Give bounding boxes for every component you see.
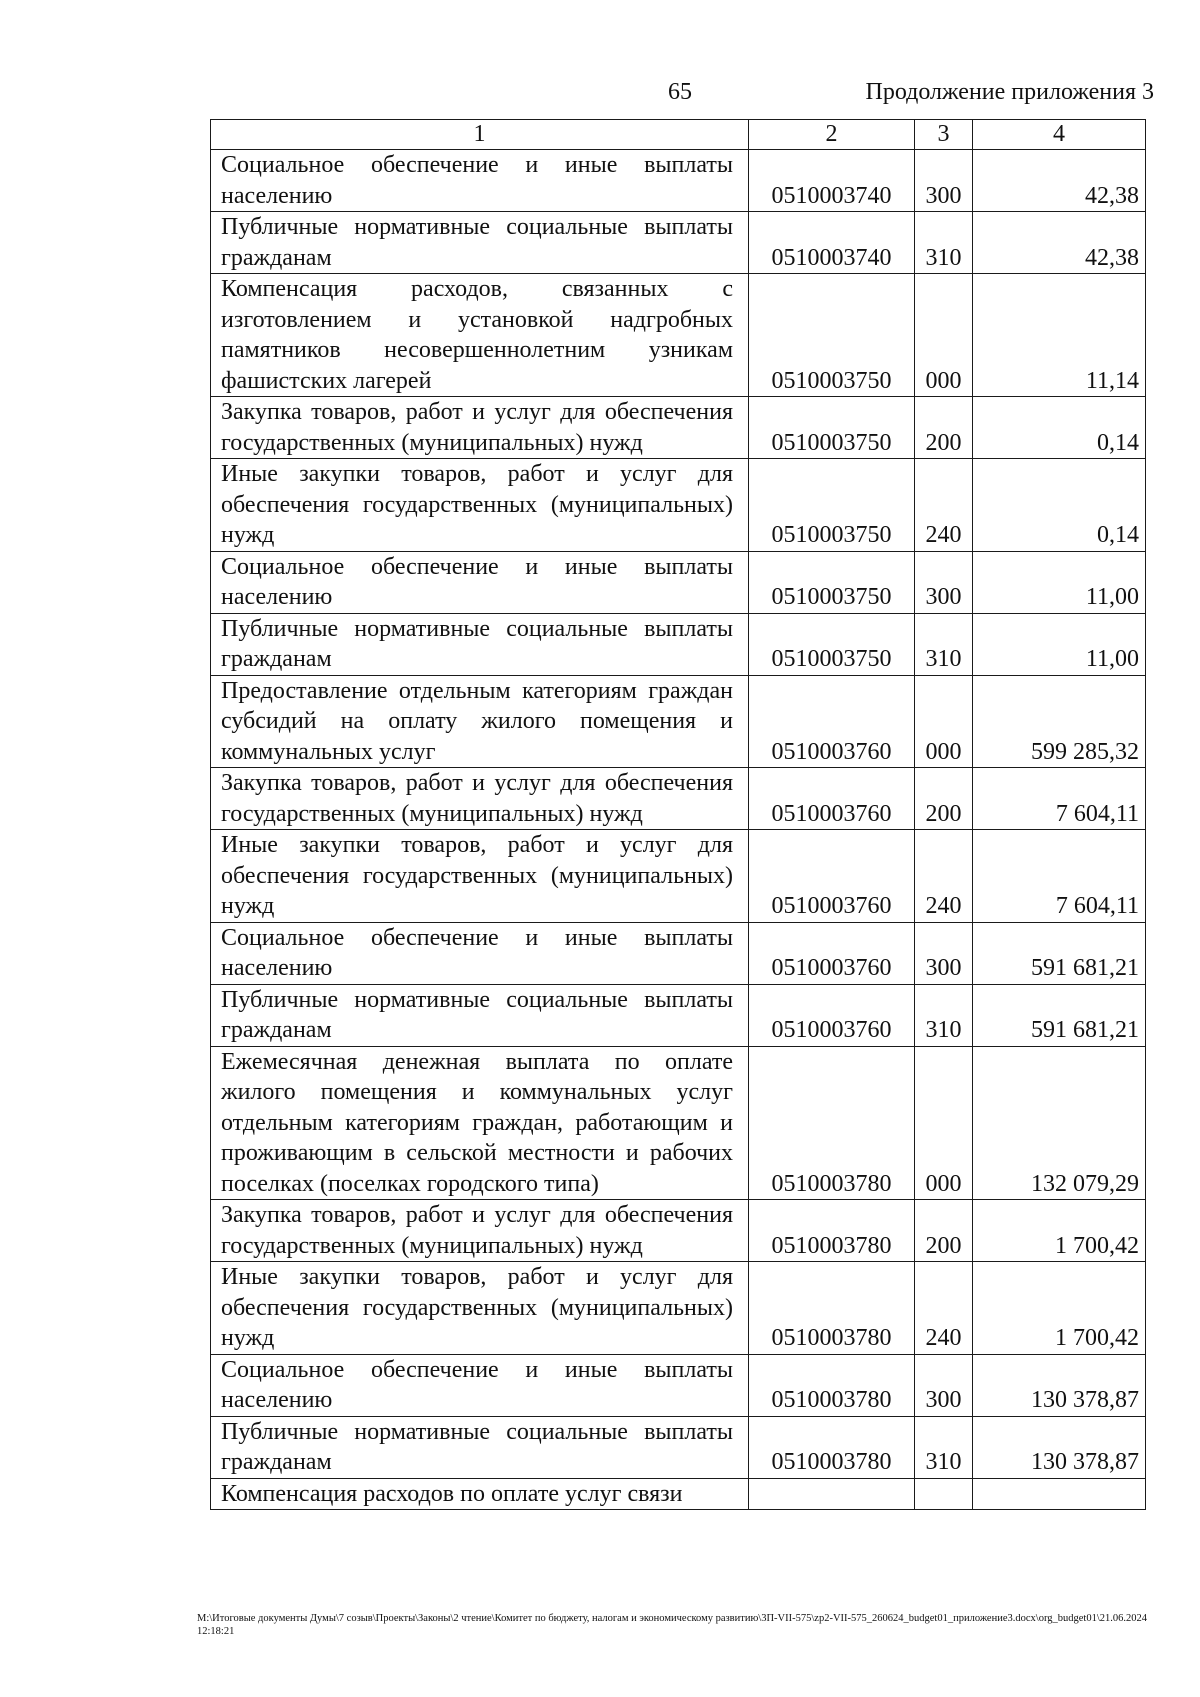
row-expense-type: 310 xyxy=(915,613,973,675)
row-amount: 7 604,11 xyxy=(973,768,1146,830)
row-name: Иные закупки товаров, работ и услуг для обеспечения государственных (муниципальных) нужд xyxy=(211,830,749,923)
row-code: 0510003760 xyxy=(749,830,915,923)
row-code: 0510003750 xyxy=(749,551,915,613)
row-name: Закупка товаров, работ и услуг для обеспечения государственных (муниципальных) нужд xyxy=(211,768,749,830)
table-header-row xyxy=(211,120,1146,150)
row-name: Предоставление отдельным категориям граждан субсидий на оплату жилого помещения и коммунальных услуг xyxy=(211,675,749,768)
row-amount: 11,00 xyxy=(973,551,1146,613)
table-row xyxy=(211,675,1146,768)
table-row xyxy=(211,1478,1146,1510)
row-amount: 42,38 xyxy=(973,212,1146,274)
row-name: Социальное обеспечение и иные выплаты населению xyxy=(211,150,749,212)
row-amount: 599 285,32 xyxy=(973,675,1146,768)
row-amount: 11,14 xyxy=(973,274,1146,397)
row-expense-type: 310 xyxy=(915,1416,973,1478)
row-name: Публичные нормативные социальные выплаты гражданам xyxy=(211,984,749,1046)
table-row xyxy=(211,1046,1146,1200)
row-amount: 11,00 xyxy=(973,613,1146,675)
table-row xyxy=(211,1416,1146,1478)
table-row xyxy=(211,274,1146,397)
row-name: Социальное обеспечение и иные выплаты населению xyxy=(211,1354,749,1416)
row-name: Иные закупки товаров, работ и услуг для обеспечения государственных (муниципальных) нужд xyxy=(211,1262,749,1355)
column-header-4: 4 xyxy=(973,120,1146,150)
table-row xyxy=(211,397,1146,459)
row-code: 0510003750 xyxy=(749,397,915,459)
table-row xyxy=(211,459,1146,552)
row-expense-type: 200 xyxy=(915,768,973,830)
table-row xyxy=(211,1354,1146,1416)
appendix-continuation-title: Продолжение приложения 3 xyxy=(865,79,1154,105)
row-amount: 1 700,42 xyxy=(973,1200,1146,1262)
row-amount: 591 681,21 xyxy=(973,984,1146,1046)
row-amount: 1 700,42 xyxy=(973,1262,1146,1355)
row-expense-type: 300 xyxy=(915,150,973,212)
row-amount: 7 604,11 xyxy=(973,830,1146,923)
row-expense-type: 000 xyxy=(915,675,973,768)
row-code: 0510003780 xyxy=(749,1416,915,1478)
column-header-2: 2 xyxy=(749,120,915,150)
row-amount: 132 079,29 xyxy=(973,1046,1146,1200)
row-name: Публичные нормативные социальные выплаты гражданам xyxy=(211,212,749,274)
row-code: 0510003740 xyxy=(749,212,915,274)
table-row xyxy=(211,1262,1146,1355)
row-expense-type: 200 xyxy=(915,1200,973,1262)
column-header-1: 1 xyxy=(211,120,749,150)
row-name: Социальное обеспечение и иные выплаты населению xyxy=(211,551,749,613)
row-expense-type: 300 xyxy=(915,551,973,613)
row-amount: 130 378,87 xyxy=(973,1416,1146,1478)
row-expense-type: 000 xyxy=(915,1046,973,1200)
row-code: 0510003750 xyxy=(749,459,915,552)
row-name: Закупка товаров, работ и услуг для обеспечения государственных (муниципальных) нужд xyxy=(211,397,749,459)
document-file-path: M:\Итоговые документы Думы\7 созыв\Проекты\Законы\2 чтение\Комитет по бюджету, налогам и экономическому развитию\3П-VII-575\zp2-VII-575_260624_budget01_приложение3.docx\org_budget01\21.06.2024 12:18:21 xyxy=(197,1613,1147,1637)
row-code: 0510003760 xyxy=(749,984,915,1046)
row-expense-type: 240 xyxy=(915,1262,973,1355)
row-code: 0510003760 xyxy=(749,675,915,768)
row-expense-type: 200 xyxy=(915,397,973,459)
row-code: 0510003760 xyxy=(749,922,915,984)
row-name: Публичные нормативные социальные выплаты гражданам xyxy=(211,613,749,675)
row-expense-type: 240 xyxy=(915,459,973,552)
row-expense-type: 000 xyxy=(915,274,973,397)
row-name: Иные закупки товаров, работ и услуг для обеспечения государственных (муниципальных) нужд xyxy=(211,459,749,552)
table-row xyxy=(211,922,1146,984)
row-amount xyxy=(973,1478,1146,1510)
row-expense-type: 310 xyxy=(915,212,973,274)
row-code: 0510003740 xyxy=(749,150,915,212)
row-name: Компенсация расходов по оплате услуг связи xyxy=(211,1478,749,1510)
table-row xyxy=(211,984,1146,1046)
row-amount: 0,14 xyxy=(973,459,1146,552)
table-body xyxy=(211,150,1146,1510)
row-expense-type: 240 xyxy=(915,830,973,923)
row-expense-type: 310 xyxy=(915,984,973,1046)
row-amount: 42,38 xyxy=(973,150,1146,212)
row-expense-type: 300 xyxy=(915,922,973,984)
table-row xyxy=(211,613,1146,675)
row-name: Ежемесячная денежная выплата по оплате жилого помещения и коммунальных услуг отдельным категориям граждан, работающим и проживающим в сельской местности и рабочих поселках (поселках городского типа) xyxy=(211,1046,749,1200)
row-name: Компенсация расходов, связанных с изготовлением и установкой надгробных памятников несовершеннолетним узникам фашистских лагерей xyxy=(211,274,749,397)
row-amount: 0,14 xyxy=(973,397,1146,459)
table-row xyxy=(211,768,1146,830)
row-expense-type xyxy=(915,1478,973,1510)
row-expense-type: 300 xyxy=(915,1354,973,1416)
row-name: Закупка товаров, работ и услуг для обеспечения государственных (муниципальных) нужд xyxy=(211,1200,749,1262)
column-header-3: 3 xyxy=(915,120,973,150)
row-amount: 130 378,87 xyxy=(973,1354,1146,1416)
row-amount: 591 681,21 xyxy=(973,922,1146,984)
row-name: Социальное обеспечение и иные выплаты населению xyxy=(211,922,749,984)
budget-table xyxy=(210,119,1146,1510)
page-number: 65 xyxy=(668,79,692,105)
row-code: 0510003780 xyxy=(749,1200,915,1262)
row-code: 0510003780 xyxy=(749,1354,915,1416)
table-row xyxy=(211,830,1146,923)
row-code: 0510003780 xyxy=(749,1046,915,1200)
table-row xyxy=(211,150,1146,212)
table-row xyxy=(211,212,1146,274)
row-code: 0510003760 xyxy=(749,768,915,830)
row-name: Публичные нормативные социальные выплаты гражданам xyxy=(211,1416,749,1478)
table-row xyxy=(211,1200,1146,1262)
row-code xyxy=(749,1478,915,1510)
row-code: 0510003750 xyxy=(749,613,915,675)
table-row xyxy=(211,551,1146,613)
row-code: 0510003780 xyxy=(749,1262,915,1355)
row-code: 0510003750 xyxy=(749,274,915,397)
